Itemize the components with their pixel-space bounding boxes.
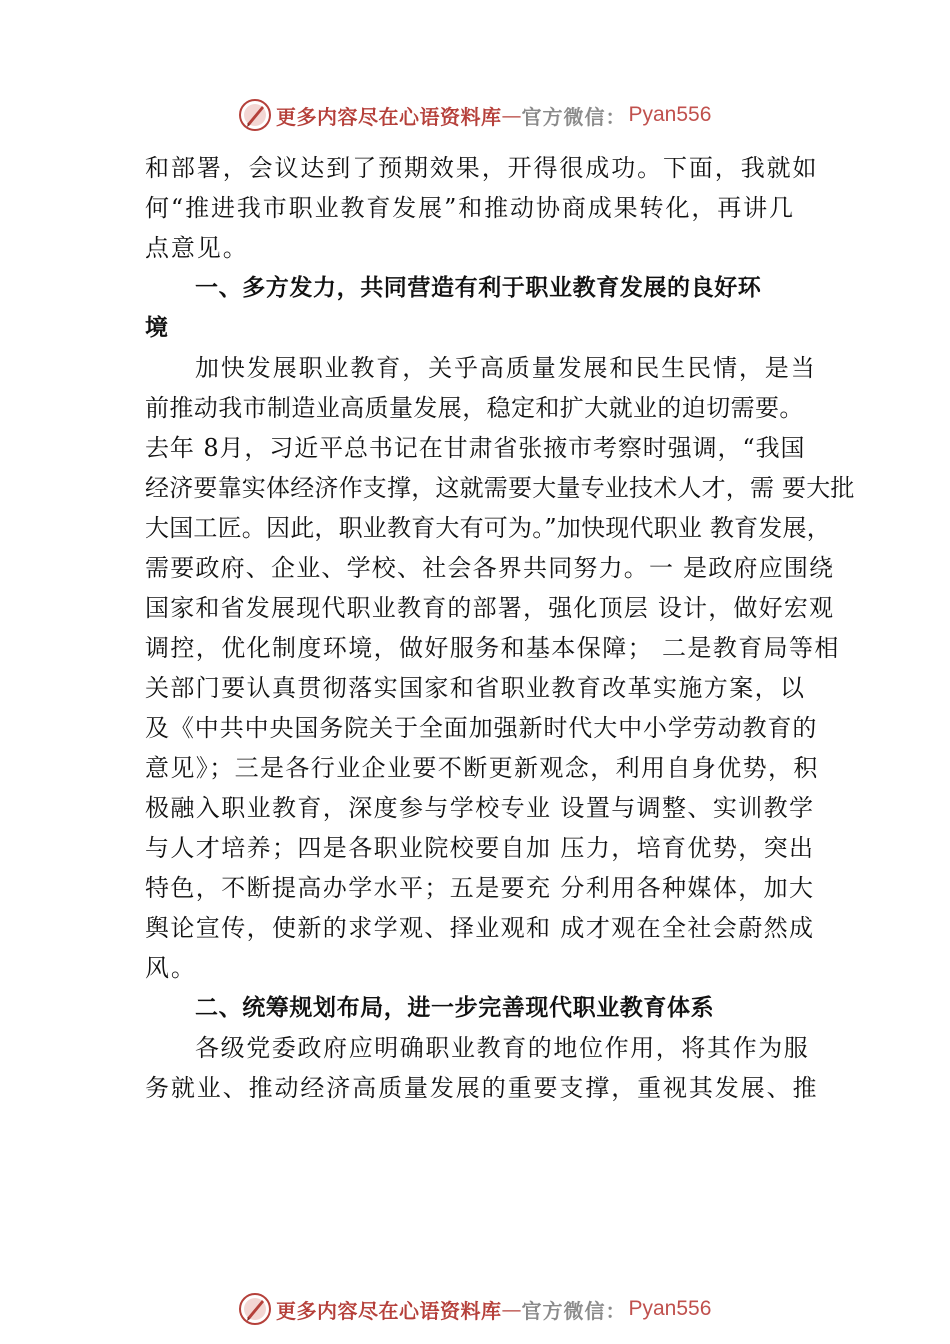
body-line: 务就业、推动经济高质量发展的重要支撑，重视其发展、推 xyxy=(145,1074,819,1102)
body-line: 前推动我市制造业高质量发展，稳定和扩大就业的迫切需要。 xyxy=(145,394,804,422)
watermark-dash: — xyxy=(501,1297,522,1321)
watermark-wechat-label: 官方微信： xyxy=(521,1298,627,1323)
watermark-dash: — xyxy=(501,103,522,127)
watermark-brand-text: 更多内容尽在心语资料库 xyxy=(276,1298,502,1323)
watermark-wechat-label: 官方微信： xyxy=(521,104,627,129)
body-line: 舆论宣传，使新的求学观、择业观和 成才观在全社会蔚然成 xyxy=(145,914,815,942)
document-body xyxy=(145,148,855,1108)
section-heading-2: 二、统筹规划布局，进一步完善现代职业教育体系 xyxy=(195,995,715,1021)
body-line: 加快发展职业教育，关乎高质量发展和民生民情，是当 xyxy=(195,354,817,382)
body-line: 调控，优化制度环境，做好服务和基本保障； 二是教育局等相 xyxy=(145,634,840,662)
body-line: 极融入职业教育，深度参与学校专业 设置与调整、实训教学 xyxy=(145,794,815,822)
footer-watermark xyxy=(238,1290,758,1328)
body-line: 与人才培养；四是各职业院校要自加 压力，培育优势，突出 xyxy=(145,834,815,862)
watermark-wechat-id: Pyan556 xyxy=(628,1297,712,1320)
body-line: 国家和省发展现代职业教育的部署，强化顶层 设计，做好宏观 xyxy=(145,594,835,622)
quill-seal-icon xyxy=(238,1292,272,1326)
body-line: 风。 xyxy=(145,954,197,982)
quill-seal-icon xyxy=(238,98,272,132)
watermark-wechat-id: Pyan556 xyxy=(628,103,712,126)
body-line: 经济要靠实体经济作支撑，这就需要大量专业技术人才，需 要大批 xyxy=(145,474,855,502)
body-line: 需要政府、企业、学校、社会各界共同努力。一 是政府应围绕 xyxy=(145,554,835,582)
body-line: 特色，不断提高办学水平；五是要充 分利用各种媒体，加大 xyxy=(145,874,815,902)
body-line: 和部署，会议达到了预期效果，开得很成功。下面，我就如 xyxy=(145,154,819,182)
body-line: 关部门要认真贯彻落实国家和省职业教育改革实施方案，以 xyxy=(145,674,806,702)
body-line: 何“推进我市职业教育发展”和推动协商成果转化，再讲几 xyxy=(145,194,795,222)
section-heading-1-cont: 境 xyxy=(145,315,169,341)
body-line: 及《中共中央国务院关于全面加强新时代大中小学劳动教育的 xyxy=(145,714,818,742)
body-line: 去年 8月，习近平总书记在甘肃省张掖市考察时强调，“我国 xyxy=(145,434,806,462)
body-line: 意见》；三是各行业企业要不断更新观念，利用自身优势，积 xyxy=(145,754,819,782)
body-line: 大国工匠。因此，职业教育大有可为。”加快现代职业 教育发展， xyxy=(145,514,831,542)
header-watermark xyxy=(238,96,758,134)
body-line: 各级党委政府应明确职业教育的地位作用，将其作为服 xyxy=(195,1034,810,1062)
body-line: 点意见。 xyxy=(145,234,249,262)
watermark-brand-text: 更多内容尽在心语资料库 xyxy=(276,104,502,129)
section-heading-1: 一、多方发力，共同营造有利于职业教育发展的良好环 xyxy=(195,275,762,301)
